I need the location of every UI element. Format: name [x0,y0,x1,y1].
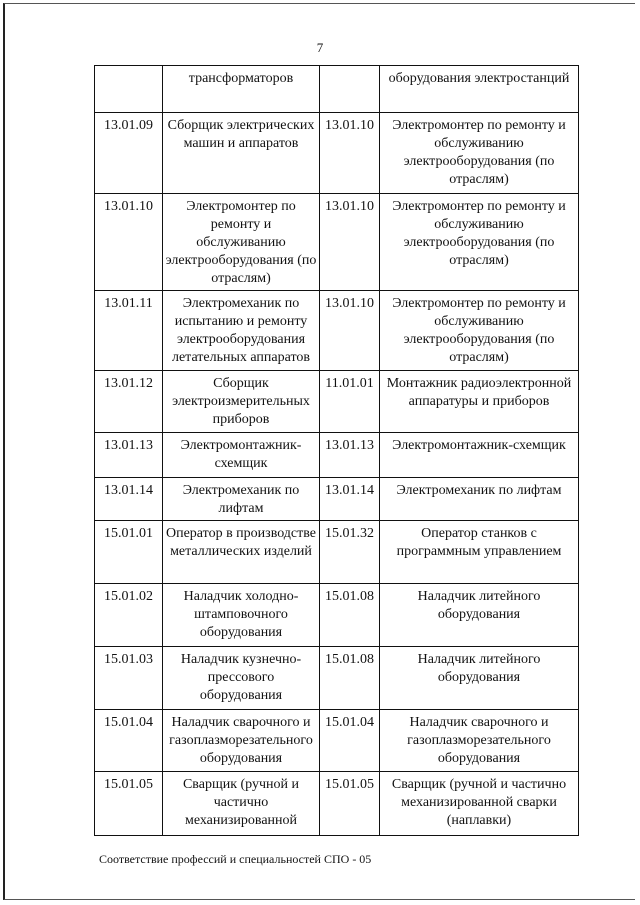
profession-cell-right: Электромонтер по ремонту и обслуживанию электрооборудования (по отраслям) [380,291,579,371]
page-number: 7 [316,40,324,55]
profession-cell-right: Электромонтер по ремонту и обслуживанию электрооборудования (по отраслям) [380,194,579,291]
profession-cell-right: Электромонтажник-схемщик [380,433,579,478]
profession-cell-right: Электромеханик по лифтам [380,478,579,521]
profession-cell-right: Наладчик литейного оборудования [380,647,579,710]
table-row [95,584,579,647]
profession-cell-right: Наладчик сварочного и газоплазморезательного оборудования [380,710,579,772]
code-cell-left: 13.01.12 [95,371,163,433]
code-cell-right: 13.01.14 [320,478,380,521]
profession-cell-left: Электромонтажник-схемщик [163,433,320,478]
code-cell-right: 13.01.10 [320,113,380,194]
code-cell-right: 13.01.13 [320,433,380,478]
correspondence-table [94,65,579,836]
profession-cell-left: Наладчик сварочного и газоплазморезательного оборудования [163,710,320,772]
code-cell-left: 13.01.09 [95,113,163,194]
profession-cell-left: Оператор в производстве металлических изделий [163,521,320,584]
code-cell-right: 15.01.32 [320,521,380,584]
profession-cell-left: Сварщик (ручной и частично механизированной [163,772,320,836]
profession-cell-left: Наладчик кузнечно-прессового оборудования [163,647,320,710]
code-cell-left: 15.01.01 [95,521,163,584]
profession-cell-right: Монтажник радиоэлектронной аппаратуры и приборов [380,371,579,433]
profession-cell-right: Сварщик (ручной и частично механизированной сварки (наплавки) [380,772,579,836]
table-row [95,66,579,113]
profession-cell-left: Сборщик электроизмерительных приборов [163,371,320,433]
table-row [95,478,579,521]
code-cell-right: 11.01.01 [320,371,380,433]
code-cell-left: 13.01.11 [95,291,163,371]
table-row [95,521,579,584]
table-row [95,194,579,291]
code-cell-left: 13.01.10 [95,194,163,291]
code-cell-left: 13.01.13 [95,433,163,478]
code-cell-right: 15.01.04 [320,710,380,772]
code-cell-left: 15.01.05 [95,772,163,836]
document-footer: Соответствие профессий и специальностей СПО - 05 [99,852,372,866]
code-cell-right: 15.01.08 [320,584,380,647]
profession-cell-left: трансформаторов [163,66,320,113]
table-row [95,371,579,433]
table-row [95,647,579,710]
profession-cell-left: Электромеханик по лифтам [163,478,320,521]
profession-cell-right: Наладчик литейного оборудования [380,584,579,647]
code-cell-right [320,66,380,113]
table-row [95,291,579,371]
profession-cell-left: Электромеханик по испытанию и ремонту электрооборудования летательных аппаратов [163,291,320,371]
profession-cell-left: Сборщик электрических машин и аппаратов [163,113,320,194]
profession-cell-right: оборудования электростанций [380,66,579,113]
table-row [95,113,579,194]
code-cell-left: 15.01.04 [95,710,163,772]
code-cell-left [95,66,163,113]
code-cell-left: 15.01.02 [95,584,163,647]
code-cell-right: 13.01.10 [320,291,380,371]
code-cell-right: 15.01.08 [320,647,380,710]
table-row [95,772,579,836]
profession-cell-left: Наладчик холодно-штамповочного оборудования [163,584,320,647]
profession-cell-left: Электромонтер по ремонту и обслуживанию электрооборудования (по отраслям) [163,194,320,291]
table-row [95,710,579,772]
code-cell-left: 15.01.03 [95,647,163,710]
profession-cell-right: Оператор станков с программным управлением [380,521,579,584]
code-cell-right: 13.01.10 [320,194,380,291]
code-cell-left: 13.01.14 [95,478,163,521]
table-row [95,433,579,478]
profession-cell-right: Электромонтер по ремонту и обслуживанию электрооборудования (по отраслям) [380,113,579,194]
code-cell-right: 15.01.05 [320,772,380,836]
